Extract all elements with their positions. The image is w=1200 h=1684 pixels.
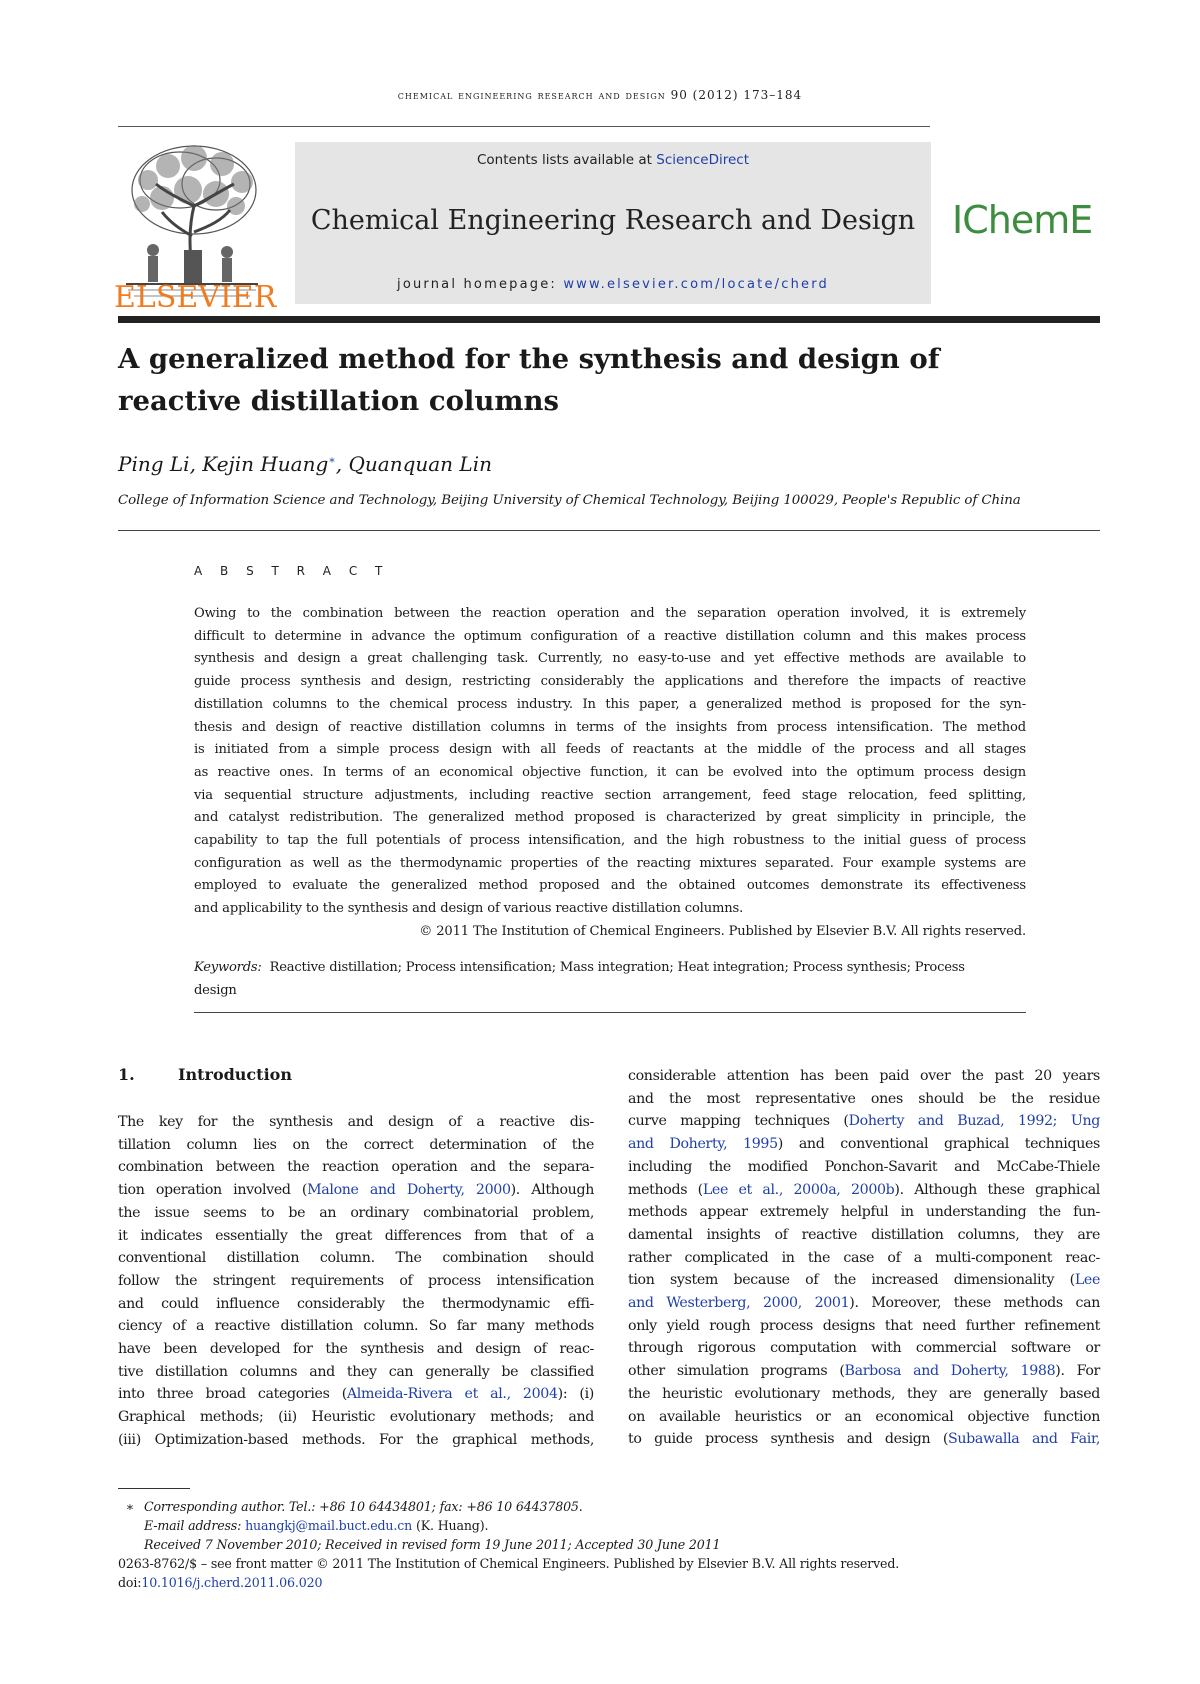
text-line xyxy=(628,1292,1100,1315)
elsevier-wordmark: ELSEVIER xyxy=(114,280,277,315)
abstract-body xyxy=(194,603,1026,921)
text-line: ciency of a reactive distillation column. So far many methods xyxy=(118,1318,594,1335)
citation-link[interactable]: Subawalla and Fair, xyxy=(948,1431,1100,1448)
text-line xyxy=(628,1428,1100,1451)
text-line: thesis and design of reactive distillation columns in terms of the insights from process intensification. The method xyxy=(194,719,1026,735)
keywords-line: design xyxy=(194,983,237,998)
citation-link[interactable]: Doherty and Buzad, 1992; Ung xyxy=(848,1113,1100,1130)
text-line: and applicability to the synthesis and design of various reactive distillation columns. xyxy=(194,901,744,917)
footnote-rule xyxy=(118,1488,190,1489)
text-run: curve mapping techniques ( xyxy=(628,1113,849,1130)
section-title: Introduction xyxy=(178,1065,292,1084)
text-run: tion operation involved ( xyxy=(118,1182,308,1199)
text-line: the heuristic evolutionary methods, they are generally based xyxy=(628,1385,1100,1402)
text-run: ). Although xyxy=(510,1182,594,1199)
text-run: ) and conventional graphical techniques xyxy=(777,1136,1100,1153)
article-title xyxy=(118,338,1018,422)
text-line xyxy=(118,1383,594,1406)
keywords-text: Reactive distillation; Process intensification; Mass integration; Heat integration; Process synthesis; Process xyxy=(269,960,965,975)
citation-link[interactable]: and Doherty, 1995 xyxy=(628,1136,778,1153)
keywords-line xyxy=(194,956,1026,979)
text-run: ). Moreover, these methods can xyxy=(849,1295,1100,1312)
text-line: The key for the synthesis and design of a reactive dis- xyxy=(118,1114,594,1130)
journal-homepage xyxy=(295,277,931,292)
text-line xyxy=(118,1179,594,1202)
text-run: methods ( xyxy=(628,1181,703,1198)
text-line: and could influence considerably the thermodynamic effi- xyxy=(118,1295,594,1312)
text-line xyxy=(628,1133,1100,1156)
affiliation-rule xyxy=(118,530,1100,531)
text-run: ). For xyxy=(1055,1363,1100,1380)
text-line: it indicates essentially the great differences from that of a xyxy=(118,1227,594,1244)
text-line: distillation columns to the chemical process industry. In this paper, a generalized method is proposed for the syn- xyxy=(194,696,1026,712)
author-list xyxy=(118,452,492,476)
text-line: configuration as well as the thermodynamic properties of the reacting mixtures separated. Four example systems are xyxy=(194,855,1026,871)
doi-label: doi: xyxy=(118,1575,142,1590)
contents-prefix: Contents lists available at xyxy=(476,152,657,168)
icheme-logo: IChemE xyxy=(952,198,1093,242)
corresponding-text: Corresponding author. Tel.: +86 10 64434801; fax: +86 10 64437805. xyxy=(144,1499,583,1514)
footnote-received: Received 7 November 2010; Received in revised form 19 June 2011; Accepted 30 June 2011 xyxy=(144,1537,721,1552)
text-line: combination between the reaction operation and the separa- xyxy=(118,1159,594,1176)
text-run: to guide process synthesis and design ( xyxy=(628,1431,949,1448)
text-line: including the modified Ponchon-Savarit and McCabe-Thiele xyxy=(628,1158,1100,1175)
email-label: E-mail address: xyxy=(144,1518,246,1533)
text-line: capability to tap the full potentials of process intensification, and the high robustness to the initial guess of process xyxy=(194,833,1026,849)
text-line: through rigorous computation with commercial software or xyxy=(628,1340,1100,1357)
text-line: synthesis and design a great challenging task. Currently, no easy-to-use and yet effective methods are available to xyxy=(194,651,1026,667)
affiliation: College of Information Science and Technology, Beijing University of Chemical Technology, Beijing 100029, People's Republic of China xyxy=(118,493,1021,508)
footnote-corresponding xyxy=(118,1497,1100,1516)
sciencedirect-link[interactable]: ScienceDirect xyxy=(656,152,750,168)
keywords-label: Keywords: xyxy=(194,960,262,975)
text-run: into three broad categories ( xyxy=(118,1386,347,1403)
running-head: chemical engineering research and design 90 (2012) 173–184 xyxy=(397,88,803,102)
contents-availability xyxy=(295,152,931,168)
text-line: follow the stringent requirements of process intensification xyxy=(118,1272,594,1289)
citation-link[interactable]: and Westerberg, 2000, 2001 xyxy=(628,1295,850,1312)
masthead-rule xyxy=(118,316,1100,323)
footnote-doi xyxy=(118,1573,1100,1592)
header-rule xyxy=(118,126,930,127)
footnote-mark: ∗ xyxy=(125,1499,134,1514)
text-line: (iii) Optimization-based methods. For the graphical methods, xyxy=(118,1431,594,1448)
text-line: is initiated from a simple process design with all feeds of reactants at the middle of the process and all stages xyxy=(194,742,1026,758)
text-line: have been developed for the synthesis and design of reac- xyxy=(118,1341,594,1358)
citation-link[interactable]: Lee xyxy=(1074,1272,1100,1289)
citation-link[interactable]: Almeida-Rivera et al., 2004 xyxy=(346,1386,558,1403)
text-line xyxy=(628,1269,1100,1292)
keywords xyxy=(194,956,1026,1002)
abstract-copyright: © 2011 The Institution of Chemical Engineers. Published by Elsevier B.V. All rights reserved. xyxy=(419,924,1026,939)
text-line: as reactive ones. In terms of an economical objective function, it can be evolved into the optimum process design xyxy=(194,764,1026,780)
text-line: rather complicated in the case of a multi-component reac- xyxy=(628,1249,1100,1266)
text-line: Owing to the combination between the reaction operation and the separation operation involved, it is extremely xyxy=(194,606,1026,621)
corresponding-author-mark[interactable]: ∗ xyxy=(328,453,336,467)
citation-link[interactable]: Lee et al., 2000a, 2000b xyxy=(702,1181,895,1198)
footnotes xyxy=(118,1497,1100,1592)
text-line: only yield rough process designs that need further refinement xyxy=(628,1317,1100,1334)
homepage-link[interactable]: www.elsevier.com/locate/cherd xyxy=(563,277,829,292)
citation-link[interactable]: Malone and Doherty, 2000 xyxy=(307,1182,511,1199)
body-column-right xyxy=(628,1065,1100,1451)
text-line: Graphical methods; (ii) Heuristic evolutionary methods; and xyxy=(118,1409,594,1426)
abstract-rule xyxy=(194,1012,1026,1013)
text-line: on available heuristics or an economical objective function xyxy=(628,1408,1100,1425)
title-line: A generalized method for the synthesis and design of xyxy=(118,343,940,375)
text-line xyxy=(628,1360,1100,1383)
abstract-heading: A B S T R A C T xyxy=(194,564,390,578)
footnote-email xyxy=(118,1516,1100,1535)
doi-link[interactable]: 10.1016/j.cherd.2011.06.020 xyxy=(141,1575,323,1590)
email-link[interactable]: huangkj@mail.buct.edu.cn xyxy=(245,1518,413,1533)
email-suffix: (K. Huang). xyxy=(412,1518,489,1533)
text-line: considerable attention has been paid over the past 20 years xyxy=(628,1068,1100,1084)
text-line: employed to evaluate the generalized method proposed and the obtained outcomes demonstrate its effectiveness xyxy=(194,878,1026,894)
text-line: methods appear extremely helpful in understanding the fun- xyxy=(628,1204,1100,1221)
text-run: tion system because of the increased dimensionality ( xyxy=(628,1272,1075,1289)
text-run: other simulation programs ( xyxy=(628,1363,845,1380)
text-line: tillation column lies on the correct determination of the xyxy=(118,1136,594,1153)
citation-link[interactable]: Barbosa and Doherty, 1988 xyxy=(844,1363,1056,1380)
text-line xyxy=(628,1110,1100,1133)
text-line: damental insights of reactive distillation columns, they are xyxy=(628,1226,1100,1243)
journal-name: Chemical Engineering Research and Design xyxy=(310,205,916,236)
footnote-front-matter: 0263-8762/$ – see front matter © 2011 The Institution of Chemical Engineers. Published by Elsevier B.V. All rights reserved. xyxy=(118,1556,900,1571)
text-line: tive distillation columns and they can generally be classified xyxy=(118,1363,594,1380)
text-line: and catalyst redistribution. The generalized method proposed is characterized by great simplicity in principle, the xyxy=(194,810,1026,826)
text-line: the issue seems to be an ordinary combinatorial problem, xyxy=(118,1204,594,1221)
text-line: and the most representative ones should be the residue xyxy=(628,1090,1100,1107)
text-line: guide process synthesis and design, restricting considerably the applications and therefore the impacts of reactive xyxy=(194,674,1026,690)
authors-prefix: Ping Li, Kejin Huang xyxy=(118,452,329,476)
text-line: via sequential structure adjustments, including reactive section arrangement, feed stage relocation, feed splitting, xyxy=(194,787,1026,803)
text-run: ). Although these graphical xyxy=(894,1181,1100,1198)
text-line: conventional distillation column. The combination should xyxy=(118,1250,594,1267)
homepage-label: journal homepage: xyxy=(397,277,564,292)
title-line: reactive distillation columns xyxy=(118,385,559,417)
authors-suffix: , Quanquan Lin xyxy=(335,452,492,476)
section-number: 1. xyxy=(118,1065,135,1084)
text-run: ): (i) xyxy=(557,1386,594,1403)
body-column-left xyxy=(118,1111,594,1452)
text-line xyxy=(628,1179,1100,1202)
section-heading xyxy=(118,1065,292,1084)
text-line: difficult to determine in advance the optimum configuration of a reactive distillation column and this makes process xyxy=(194,628,1026,644)
